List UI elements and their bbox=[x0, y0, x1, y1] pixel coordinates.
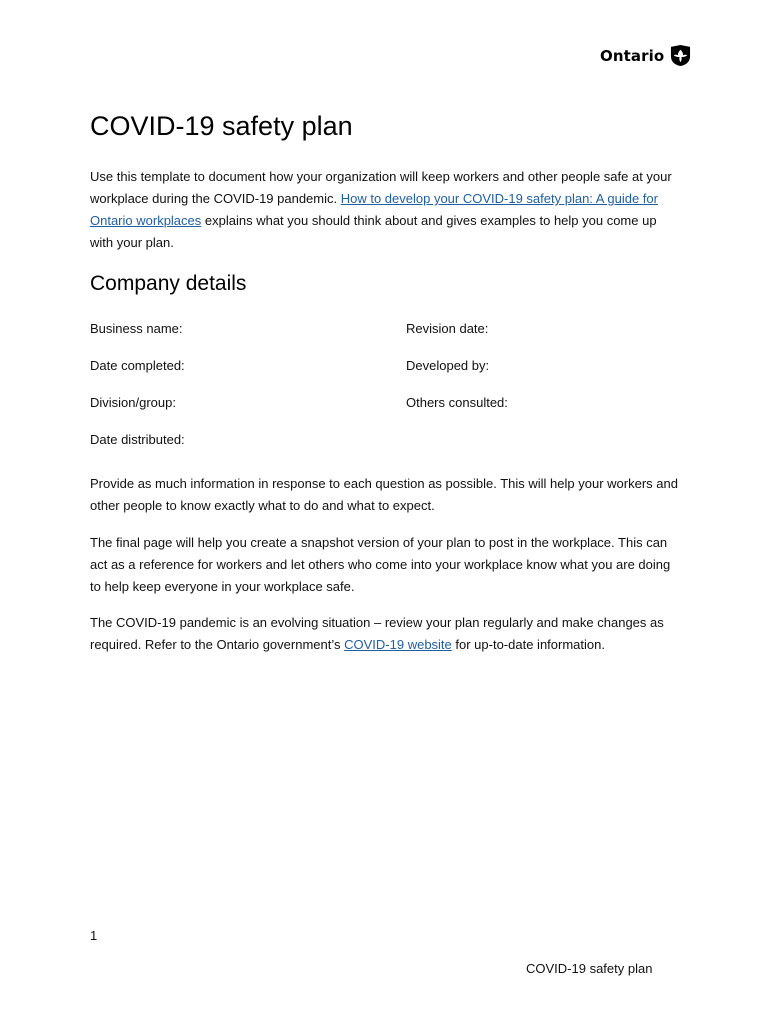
intro-paragraph bbox=[90, 166, 680, 254]
logo-text: Ontario bbox=[600, 46, 665, 65]
company-details-heading: Company details bbox=[90, 272, 247, 295]
intro-text-before-link: Use this template to document how your organization will keep workers and other people safe at your workplace during the COVID-19 pandemic. bbox=[90, 169, 672, 206]
others-consulted-label: Others consulted: bbox=[406, 395, 508, 410]
safety-plan-guide-link[interactable]: How to develop your COVID-19 safety plan: A guide for Ontario workplaces bbox=[90, 191, 658, 228]
revision-date-label: Revision date: bbox=[406, 321, 489, 336]
ontario-trillium-icon bbox=[670, 44, 691, 67]
date-completed-label: Date completed: bbox=[90, 358, 185, 373]
intro-text-after-link: explains what you should think about and gives examples to help you come up with your plan. bbox=[90, 213, 657, 250]
p3-text-after-link: for up-to-date information. bbox=[451, 637, 605, 652]
covid-website-link[interactable]: COVID-19 website bbox=[344, 637, 452, 652]
developed-by-label: Developed by: bbox=[406, 358, 490, 373]
business-name-label: Business name: bbox=[90, 321, 183, 336]
instructions-paragraph: Provide as much information in response to each question as possible. This will help your workers and other people to know exactly what to do and what to expect. bbox=[90, 476, 678, 513]
ontario-logo bbox=[600, 44, 691, 67]
snapshot-paragraph: The final page will help you create a snapshot version of your plan to post in the workplace. This can act as a reference for workers and let others who come into your workplace know what you are doing to help keep everyone in your workplace safe. bbox=[90, 535, 671, 594]
p3-text-before-link: The COVID-19 pandemic is an evolving situation – review your plan regularly and make changes as required. Refer to the Ontario government’s bbox=[90, 615, 664, 652]
date-distributed-label: Date distributed: bbox=[90, 432, 185, 447]
page-number: 1 bbox=[90, 928, 98, 943]
evolving-situation-paragraph bbox=[90, 612, 680, 656]
page-title: COVID-19 safety plan bbox=[90, 111, 353, 141]
footer-document-title: COVID-19 safety plan bbox=[526, 961, 653, 976]
division-group-label: Division/group: bbox=[90, 395, 176, 410]
